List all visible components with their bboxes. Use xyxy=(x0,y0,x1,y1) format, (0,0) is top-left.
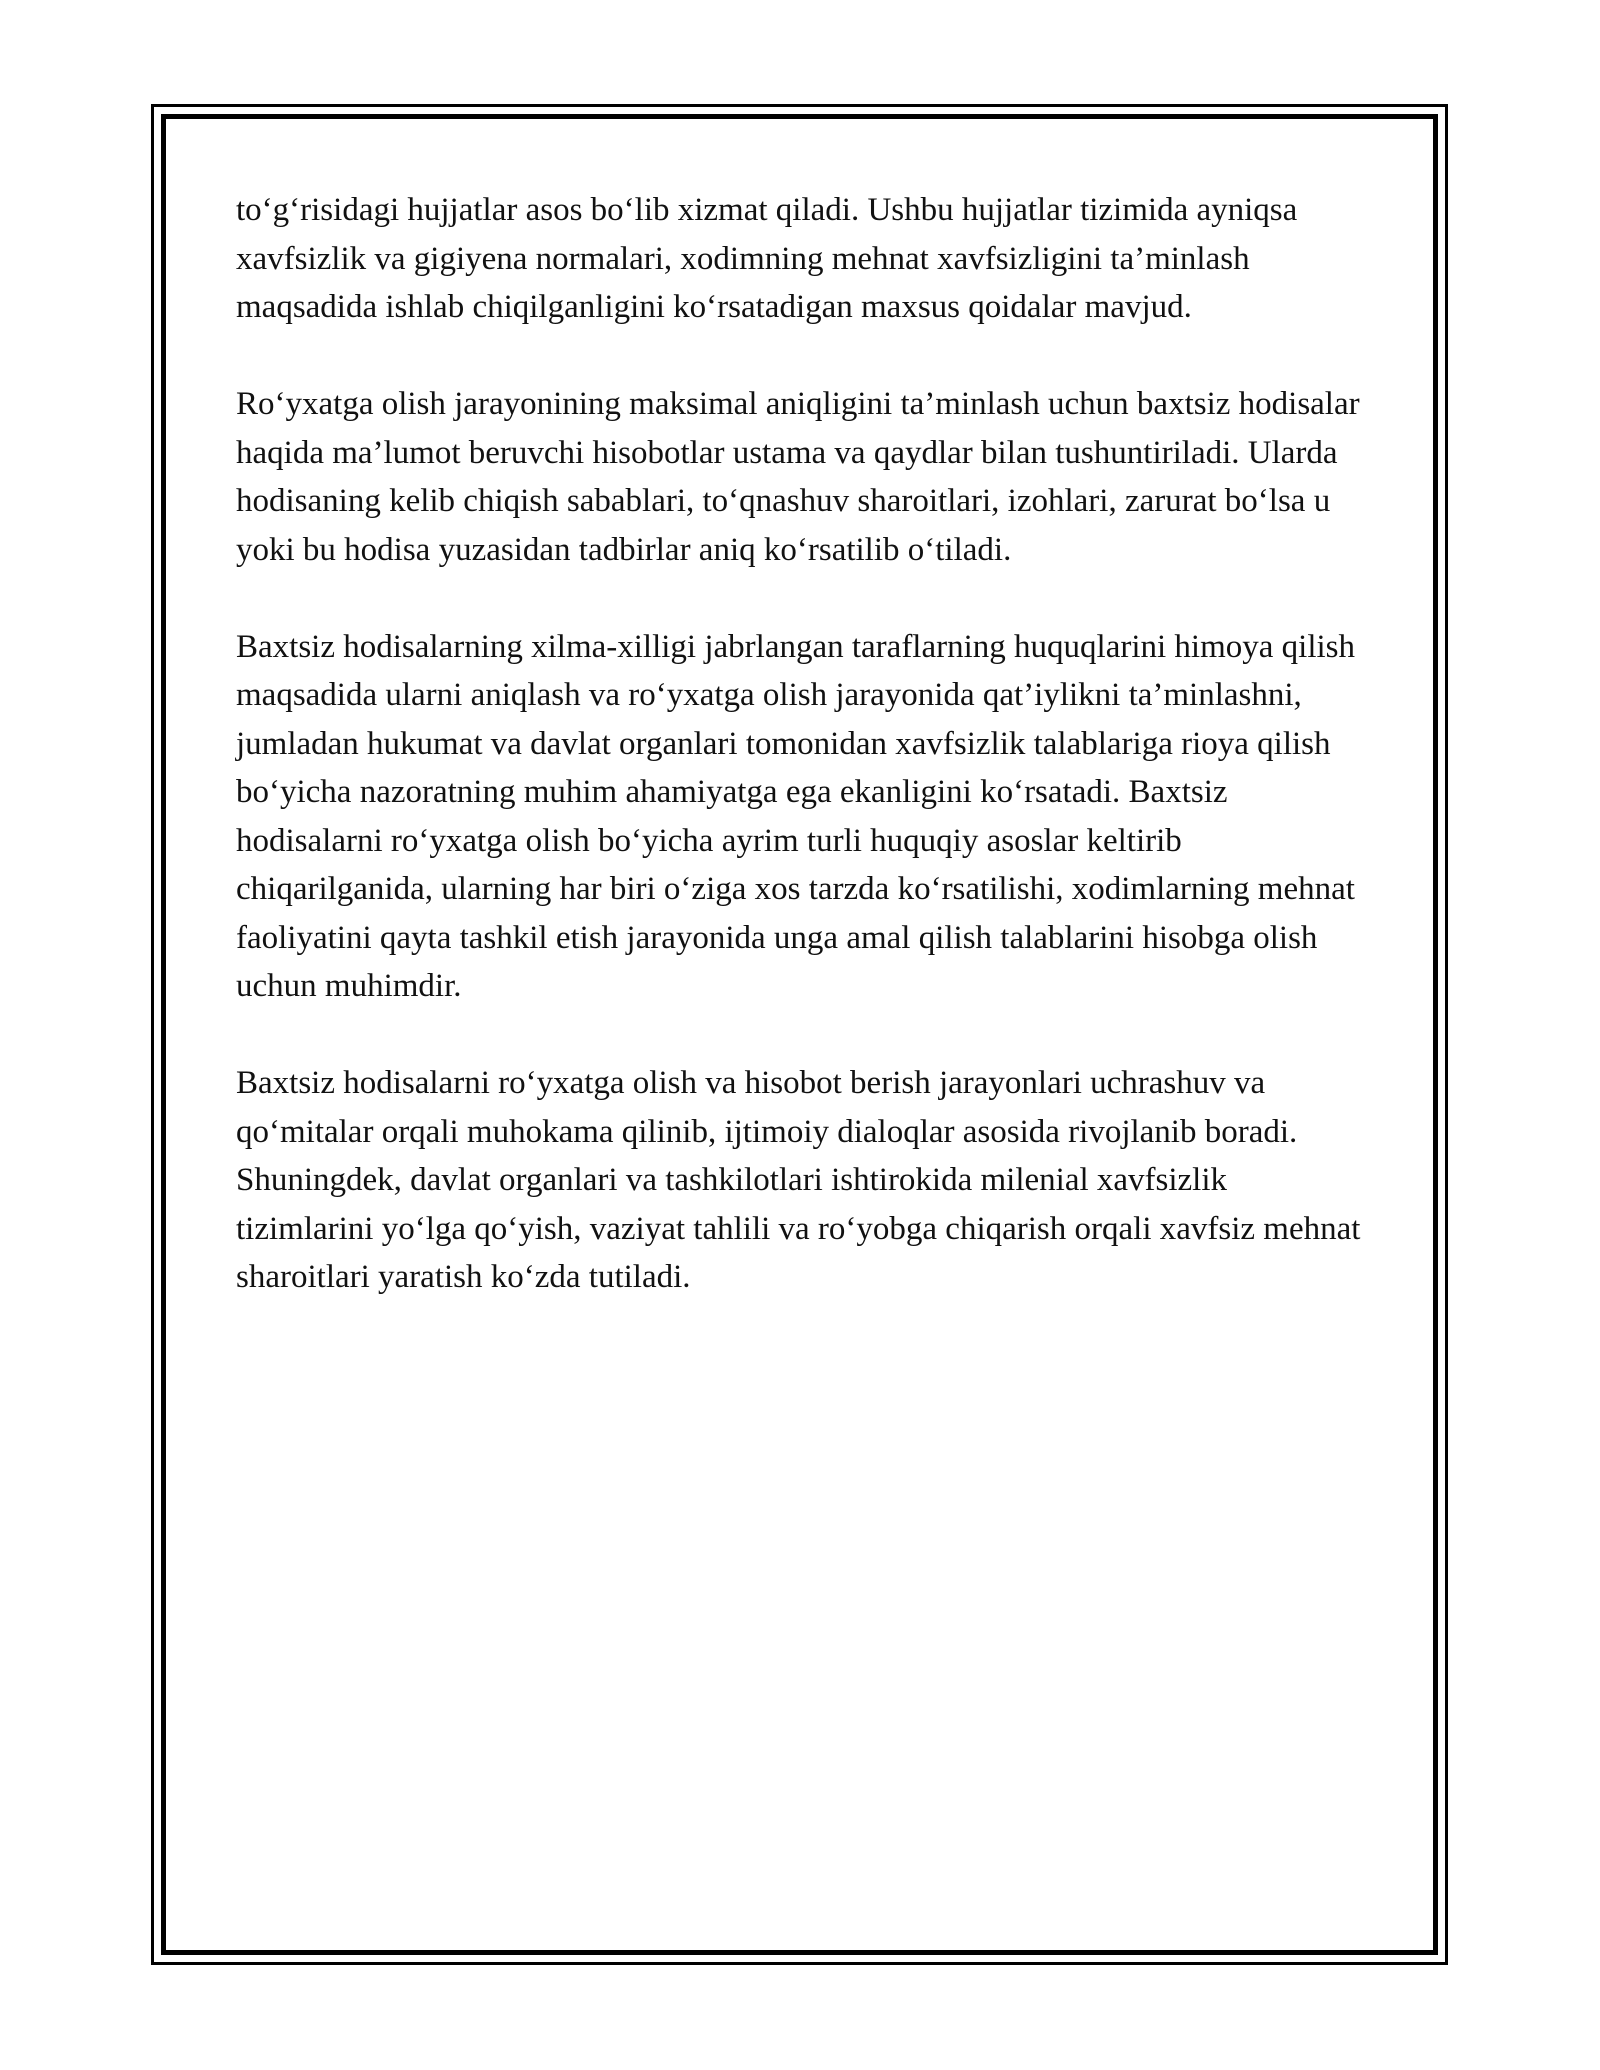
paragraph-3: Baxtsiz hodisalarning xilma-xilligi jabrlangan taraflarning huquqlarini himoya qilish maqsadida ularni aniqlash va ro‘yxatga olish jarayonida qat’iylikni ta’minlashni, jumladan hukumat va davlat organlari tomonidan xavfsizlik talablariga rioya qilish bo‘yicha nazoratning muhim ahamiyatga ega ekanligini ko‘rsatadi. Baxtsiz hodisalarni ro‘yxatga olish bo‘yicha ayrim turli huquqiy asoslar keltirib chiqarilganida, ularning har biri o‘ziga xos tarzda ko‘rsatilishi, xodimlarning mehnat faoliyatini qayta tashkil etish jarayonida unga amal qilish talablarini hisobga olish uchun muhimdir. xyxy=(236,628,1356,1004)
paragraph-4: Baxtsiz hodisalarni ro‘yxatga olish va hisobot berish jarayonlari uchrashuv va qo‘mitalar orqali muhokama qilinib, ijtimoiy dialoqlar asosida rivojlanib boradi. Shuningdek, davlat organlari va tashkilotlari ishtirokida milenial xavfsizlik tizimlarini yo‘lga qo‘yish, vaziyat tahlili va ro‘yobga chiqarish orqali xavfsiz mehnat sharoitlari yaratish ko‘zda tutiladi. xyxy=(236,1065,1361,1295)
document-body xyxy=(236,186,1366,1350)
paragraph-1: to‘g‘risidagi hujjatlar asos bo‘lib xizmat qiladi. Ushbu hujjatlar tizimida ayniqsa xavfsizlik va gigiyena normalari, xodimning mehnat xavfsizligini ta’minlash maqsadida ishlab chiqilganligini ko‘rsatadigan maxsus qoidalar mavjud. xyxy=(236,192,1298,325)
paragraph-2: Ro‘yxatga olish jarayonining maksimal aniqligini ta’minlash uchun baxtsiz hodisalar haqida ma’lumot beruvchi hisobotlar ustama va qaydlar bilan tushuntiriladi. Ularda hodisaning kelib chiqish sabablari, to‘qnashuv sharoitlari, izohlari, zarurat bo‘lsa u yoki bu hodisa yuzasidan tadbirlar aniq ko‘rsatilib o‘tiladi. xyxy=(236,386,1360,568)
